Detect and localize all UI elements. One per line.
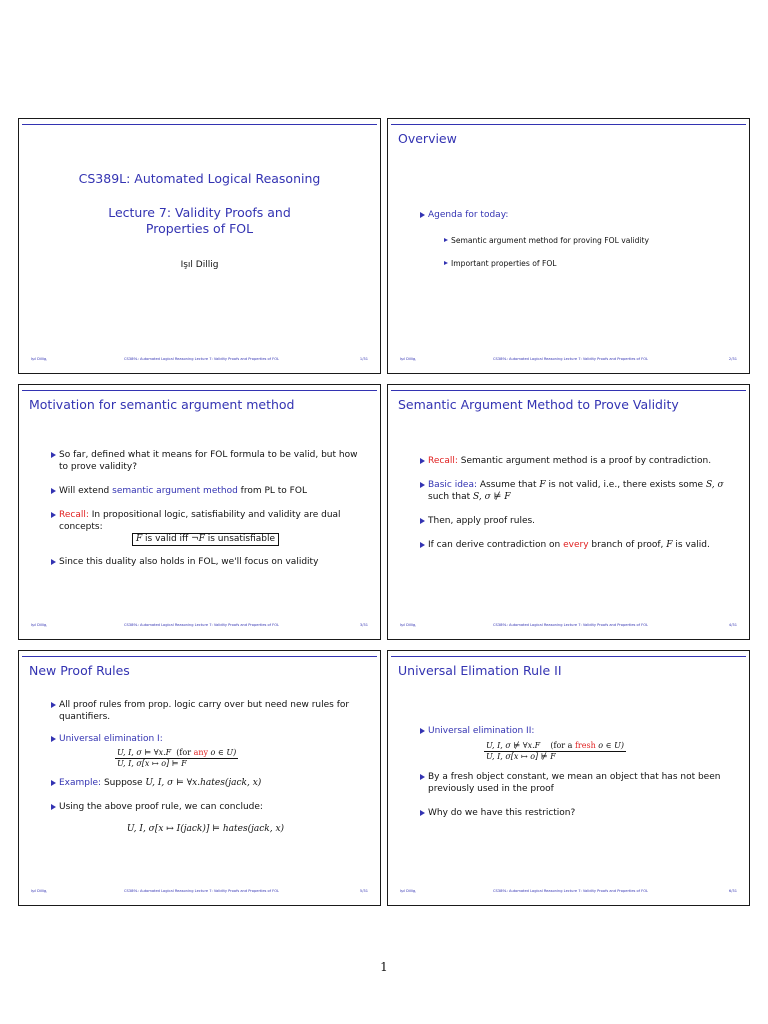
bullet-recall: Recall: Semantic argument method is a proof by contradiction. [388, 455, 749, 467]
highlight-term: Example: [59, 778, 102, 788]
bullet-triangle-icon [51, 488, 56, 494]
slide-footer [19, 889, 380, 897]
slide-header-rule [22, 656, 377, 657]
slide-footer [388, 623, 749, 631]
footer-course: CS389L: Automated Logical Reasoning Lecture 7: Validity Proofs and Properties of FOL [124, 889, 280, 893]
bullet-basic-idea: Basic idea: Assume that F is not valid, i.e., there exists some S, σ such that S, σ ⊭ F [388, 479, 749, 503]
bullet-conclude [19, 801, 380, 813]
bullet-triangle-icon [420, 774, 425, 780]
proof-rule-universal-elim-2: $\frac{\text{U, I, σ ⊭ ∀x.F (for a fresh o ∈ U)}}{U, I, \sigma[x ↦ o] ⊭ F}$ [486, 741, 624, 761]
bullet-universal-elim-2 [388, 725, 749, 737]
footer-page: 1/31 [359, 357, 368, 361]
slide-title-text: Semantic Argument Method to Prove Validity [398, 397, 679, 412]
sub-bullet-text: Semantic argument method for proving FOL validity [451, 236, 650, 245]
slide-title-text: Overview [398, 131, 457, 146]
footer-page: 4/31 [728, 623, 737, 627]
bullet-text: Then, apply proof rules. [428, 516, 536, 526]
slide-header-rule [22, 390, 377, 391]
footer-page: 2/31 [728, 357, 737, 361]
bullet-fresh-constant [388, 771, 749, 795]
bullet-duality [19, 556, 380, 568]
bullet-text: Why do we have this restriction? [428, 808, 576, 818]
highlight-term: Universal elimination II: [428, 726, 535, 736]
footer-page: 5/31 [359, 889, 368, 893]
slide-title-text: New Proof Rules [29, 663, 130, 678]
bullet-text: Using the above proof rule, we can conclude: [59, 802, 263, 812]
bullet-triangle-icon [51, 512, 56, 518]
slide-footer [388, 889, 749, 897]
bullet-triangle-icon [51, 780, 56, 786]
footer-course: CS389L: Automated Logical Reasoning Lecture 7: Validity Proofs and Properties of FOL [493, 357, 649, 361]
bullet-so-far [19, 449, 380, 473]
author-name: Işıl Dillig [180, 260, 219, 270]
bullet-text: By a fresh object constant, we mean an object that has not been previously used in the proof [428, 772, 721, 794]
bullet-triangle-icon [420, 518, 425, 524]
bullet-triangle-icon [420, 728, 425, 734]
slide-semantic-argument [387, 384, 750, 640]
duality-box: F is valid iff ¬F is unsatisfiable [132, 533, 279, 546]
slide-universal-elim-2 [387, 650, 750, 906]
footer-course: CS389L: Automated Logical Reasoning Lecture 7: Validity Proofs and Properties of FOL [493, 889, 649, 893]
bullet-triangle-icon [51, 736, 56, 742]
bullet-triangle-icon [51, 559, 56, 565]
proof-rule-universal-elim-1: $\frac{\text{U, I, σ ⊨ ∀x.F (for any o ∈ U)}}{U, I, \sigma[x ↦ o] ⊨ F}$ [117, 748, 237, 768]
bullet-triangle-icon [420, 212, 425, 218]
bullet-triangle-icon [420, 458, 425, 464]
highlight-term: semantic argument method [112, 486, 238, 496]
footer-author: Işıl Dillig, [400, 623, 417, 627]
bullet-agenda [388, 209, 749, 221]
bullet-recall: Recall: In propositional logic, satisfiability and validity are dual concepts: [19, 509, 380, 533]
slide-header-rule [391, 124, 746, 125]
bullet-triangle-icon [420, 482, 425, 488]
page-number: 1 [380, 960, 388, 974]
bullet-triangle-icon [51, 452, 56, 458]
slide-footer [19, 623, 380, 631]
footer-author: Işıl Dillig, [31, 357, 48, 361]
lecture-title-line2: Properties of FOL [145, 221, 254, 236]
bullet-triangle-icon [444, 238, 448, 242]
bullet-text: All proof rules from prop. logic carry over but need new rules for quantifiers. [59, 700, 350, 722]
slide-motivation [18, 384, 381, 640]
footer-course: CS389L: Automated Logical Reasoning Lecture 7: Validity Proofs and Properties of FOL [124, 623, 280, 627]
bullet-example: Example: Suppose U, I, σ ⊨ ∀x.hates(jack, x) [19, 777, 380, 789]
footer-author: Işıl Dillig, [31, 623, 48, 627]
bullet-triangle-icon [444, 261, 448, 265]
footer-course: CS389L: Automated Logical Reasoning Lecture 7: Validity Proofs and Properties of FOL [493, 623, 649, 627]
bullet-triangle-icon [420, 542, 425, 548]
slide-footer [388, 357, 749, 365]
highlight-term: Recall: [59, 510, 89, 520]
bullet-restriction [388, 807, 749, 819]
slide-title-text: Universal Elimation Rule II [398, 663, 562, 678]
sub-bullet-properties [388, 258, 749, 269]
footer-page: 6/31 [728, 889, 737, 893]
slide-header-rule [391, 390, 746, 391]
conclusion-formula: U, I, σ[x ↦ I(jack)] ⊨ hates(jack, x) [126, 824, 285, 834]
highlight-term: Recall: [428, 456, 458, 466]
bullet-triangle-icon [420, 810, 425, 816]
bullet-triangle-icon [51, 804, 56, 810]
bullet-contradiction: If can derive contradiction on every branch of proof, F is valid. [388, 539, 749, 551]
bullet-universal-elim-1 [19, 733, 380, 745]
slide-new-proof-rules [18, 650, 381, 906]
slide-footer [19, 357, 380, 365]
footer-course: CS389L: Automated Logical Reasoning Lecture 7: Validity Proofs and Properties of FOL [124, 357, 280, 361]
bullet-text: Since this duality also holds in FOL, we'll focus on validity [59, 557, 319, 567]
course-title: CS389L: Automated Logical Reasoning [78, 171, 321, 186]
bullet-text: So far, defined what it means for FOL formula to be valid, but how to prove validity? [59, 450, 358, 472]
slide-header-rule [22, 124, 377, 125]
bullet-carry-over [19, 699, 380, 723]
footer-author: Işıl Dillig, [400, 357, 417, 361]
highlight-term: Universal elimination I: [59, 734, 163, 744]
lecture-title-line1: Lecture 7: Validity Proofs and [108, 205, 291, 220]
sub-bullet-semantic [388, 235, 749, 246]
footer-author: Işıl Dillig, [31, 889, 48, 893]
slide-title [18, 118, 381, 374]
highlight-term: every [563, 540, 589, 550]
bullet-apply-rules [388, 515, 749, 527]
slide-header-rule [391, 656, 746, 657]
footer-page: 3/31 [359, 623, 368, 627]
sub-bullet-text: Important properties of FOL [451, 259, 557, 268]
slide-title-text: Motivation for semantic argument method [29, 397, 295, 412]
highlight-term: Basic idea: [428, 480, 477, 490]
bullet-text: Agenda for today: [428, 210, 509, 220]
bullet-triangle-icon [51, 702, 56, 708]
bullet-extend: Will extend semantic argument method from PL to FOL [19, 485, 380, 497]
slide-overview [387, 118, 750, 374]
footer-author: Işıl Dillig, [400, 889, 417, 893]
